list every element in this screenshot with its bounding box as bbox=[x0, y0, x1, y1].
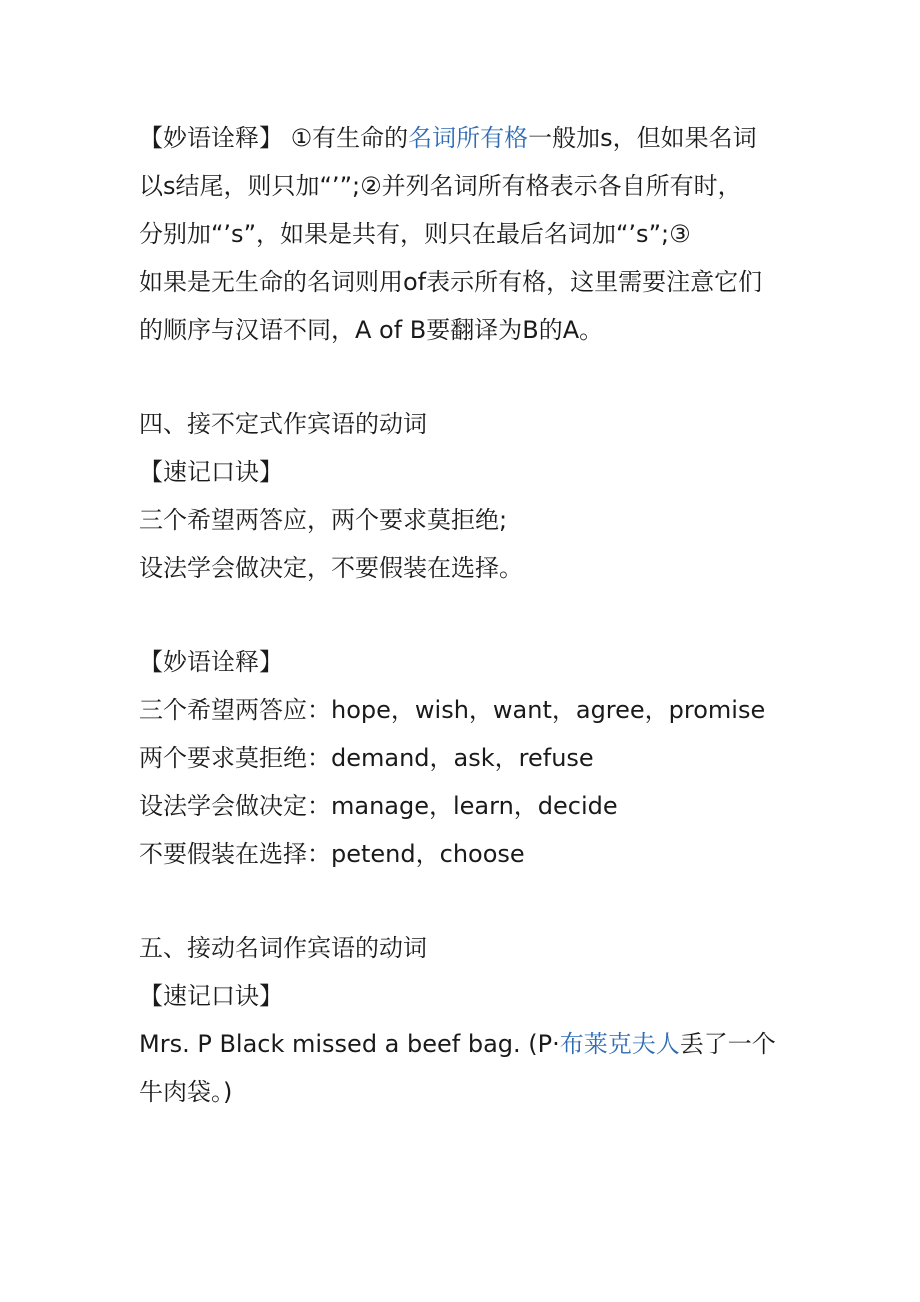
mnemonic-label: 【速记口诀】 bbox=[139, 982, 283, 1010]
text-line: 分别加“’s”，如果是共有，则只在最后名词加“’s”;③ bbox=[139, 220, 691, 248]
infinitive-explanation bbox=[139, 638, 789, 878]
explanation-line: 三个希望两答应：hope，wish，want，agree，promise bbox=[139, 696, 766, 724]
possessive-explanation bbox=[139, 114, 789, 354]
text-line: 【妙语诠释】 ①有生命的名词所有格一般加s，但如果名词 bbox=[139, 124, 757, 152]
text-line: 的顺序与汉语不同，A of B要翻译为B的A。 bbox=[139, 316, 604, 344]
possessive-noun-link[interactable]: 名词所有格 bbox=[408, 124, 529, 152]
mnemonic-label: 【速记口诀】 bbox=[139, 458, 283, 486]
text-line: 以s结尾，则只加“’”;②并列名词所有格表示各自所有时， bbox=[139, 172, 742, 200]
mnemonic-line: 牛肉袋。) bbox=[139, 1078, 233, 1106]
gerund-section bbox=[139, 924, 789, 1116]
section-heading: 五、接动名词作宾语的动词 bbox=[139, 934, 427, 962]
mnemonic-line: 设法学会做决定，不要假装在选择。 bbox=[139, 554, 523, 582]
explanation-line: 设法学会做决定：manage，learn，decide bbox=[139, 792, 618, 820]
explanation-line: 两个要求莫拒绝：demand，ask，refuse bbox=[139, 744, 594, 772]
section-heading: 四、接不定式作宾语的动词 bbox=[139, 410, 427, 438]
explanation-label: 【妙语诠释】 bbox=[139, 648, 283, 676]
document-body bbox=[139, 114, 789, 1116]
mnemonic-line: 三个希望两答应，两个要求莫拒绝; bbox=[139, 506, 508, 534]
mnemonic-line: Mrs. P Black missed a beef bag. (P·布莱克夫人丢了一个 bbox=[139, 1030, 776, 1058]
infinitive-section bbox=[139, 400, 789, 592]
explanation-line: 不要假装在选择：petend，choose bbox=[139, 840, 525, 868]
mrs-black-link[interactable]: 布莱克夫人 bbox=[559, 1030, 680, 1058]
text-line: 如果是无生命的名词则用of表示所有格，这里需要注意它们 bbox=[139, 268, 763, 296]
